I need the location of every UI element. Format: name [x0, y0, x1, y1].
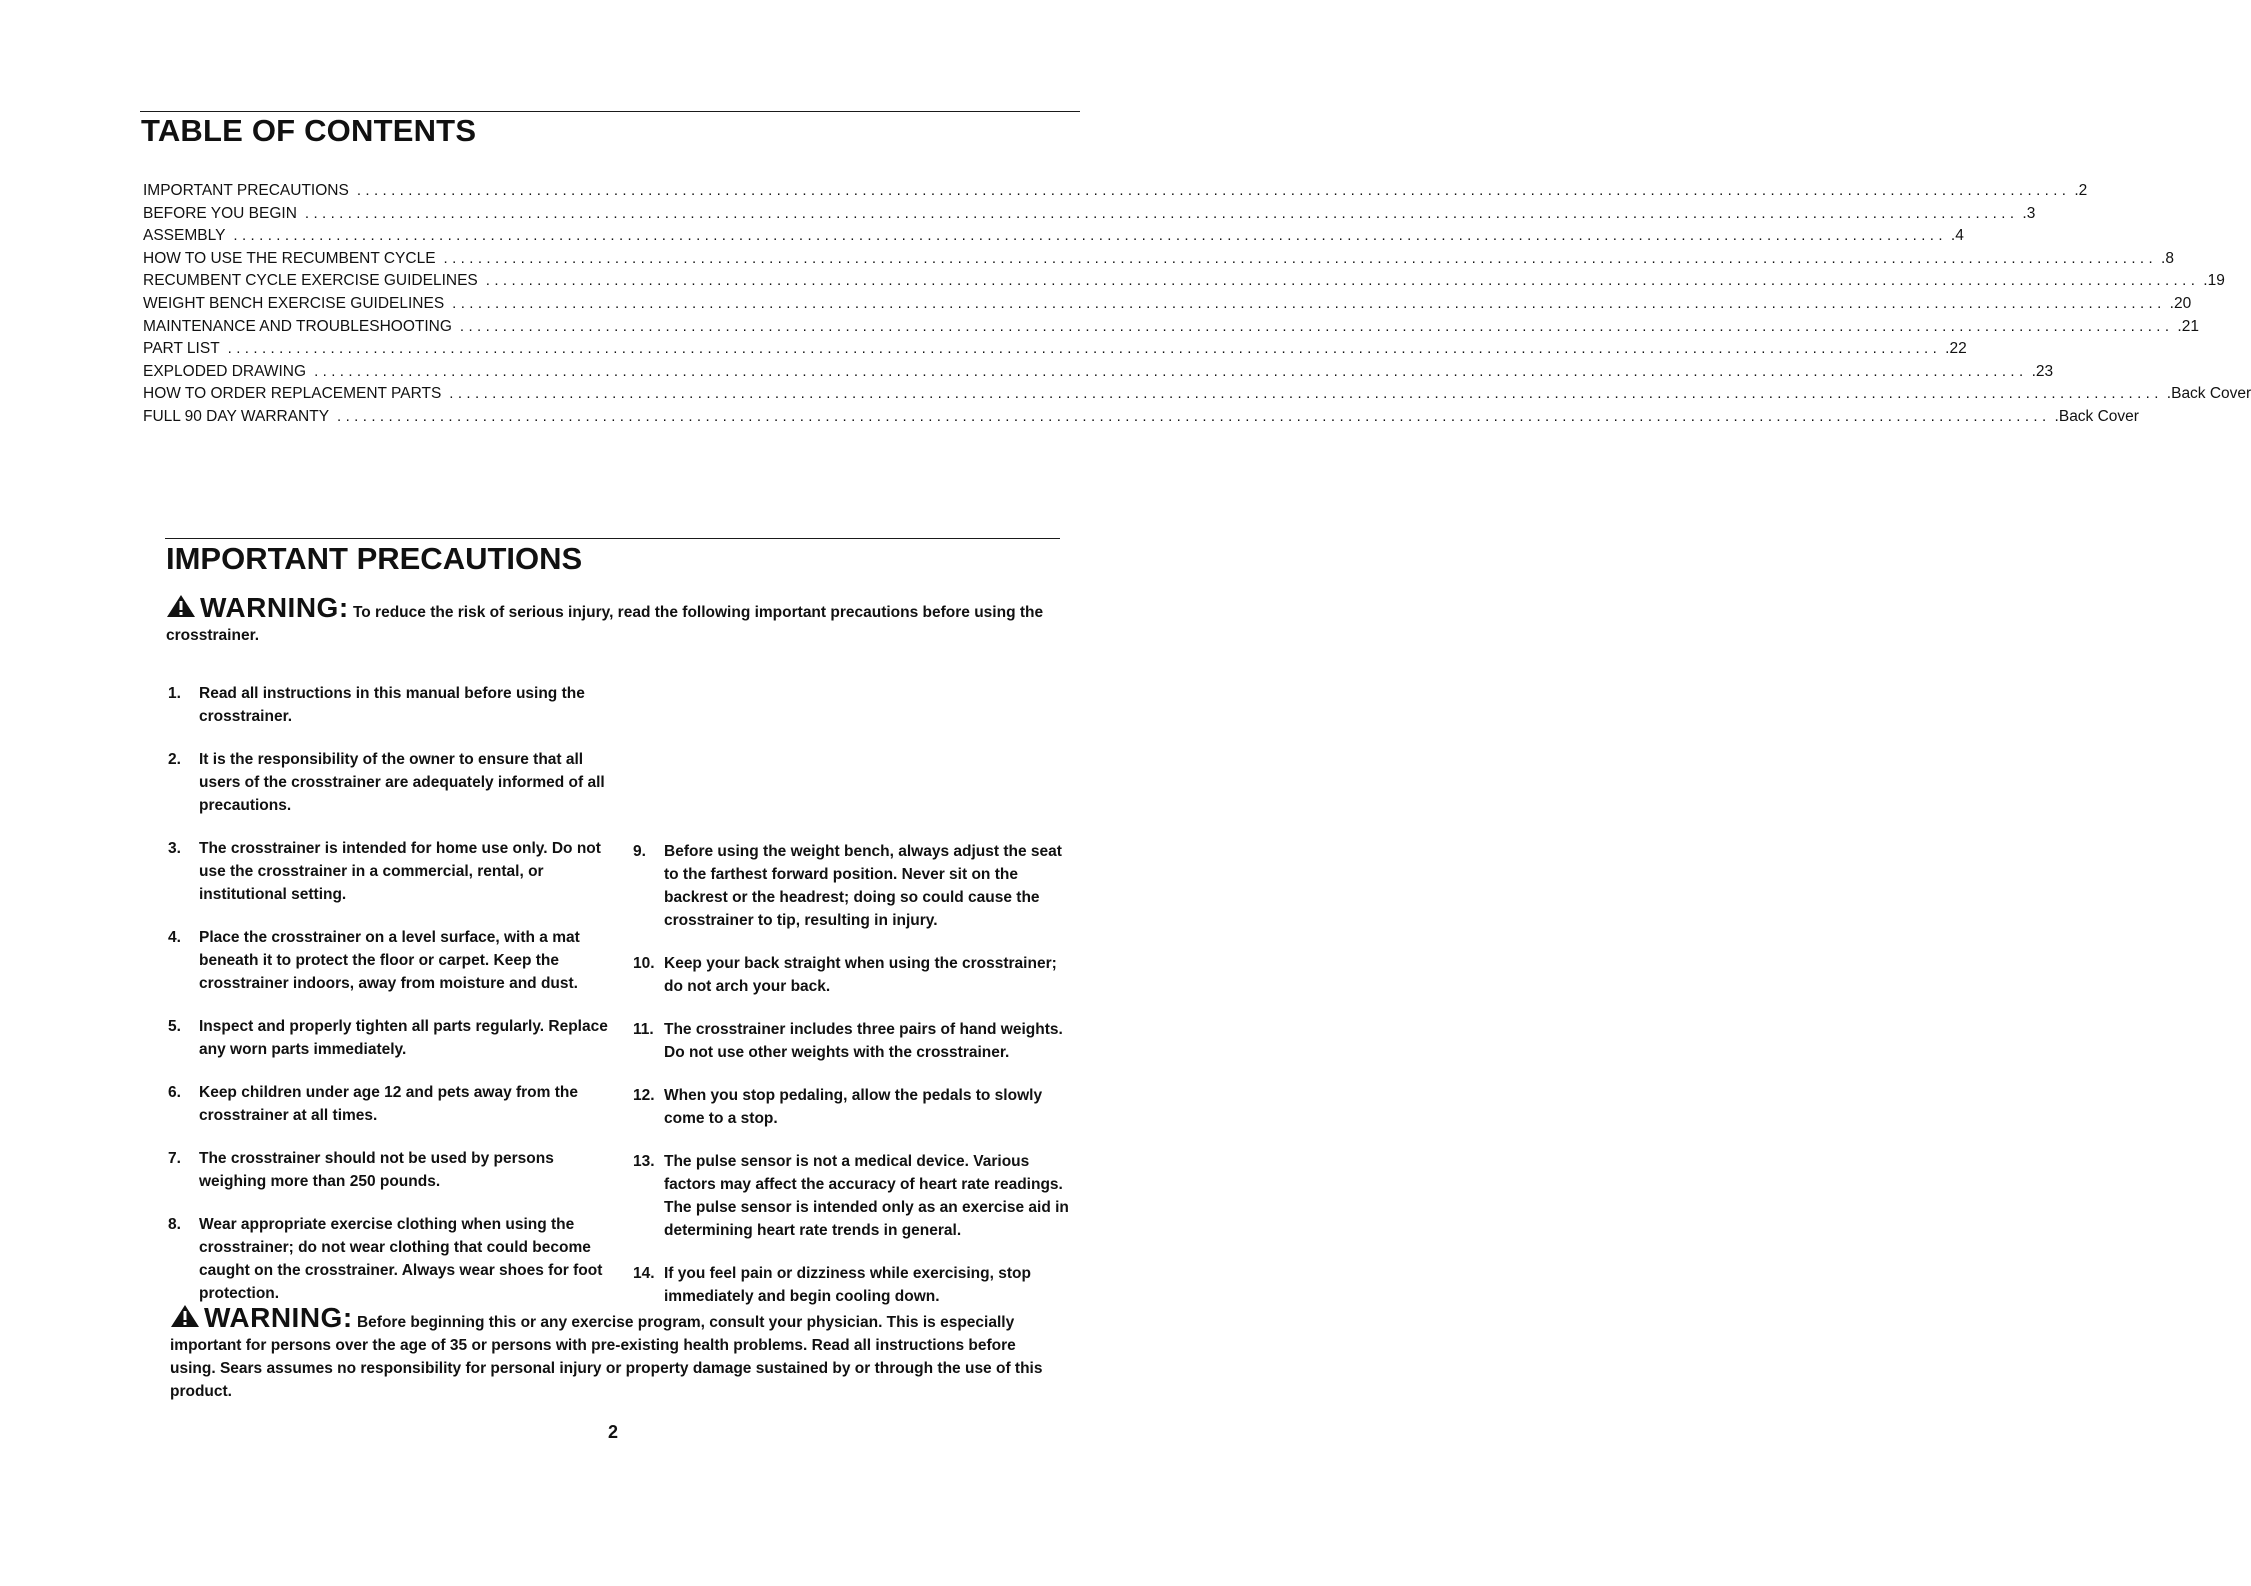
precaution-item	[633, 1018, 1073, 1064]
toc-entry-label: PART LIST	[143, 340, 220, 358]
precaution-item	[168, 1213, 608, 1305]
precautions-top-rule	[165, 538, 1060, 539]
item-number: 6.	[168, 1084, 181, 1101]
item-text: Inspect and properly tighten all parts regularly. Replace any worn parts immediately.	[199, 1018, 608, 1058]
precaution-item	[168, 682, 608, 728]
toc-entry-page: .22	[1945, 340, 1967, 358]
spacer	[168, 906, 608, 926]
toc-entry-label: EXPLODED DRAWING	[143, 362, 307, 380]
dot-leader: ........................................................................................................................................................................................................	[485, 272, 2200, 290]
item-number: 12.	[633, 1087, 655, 1104]
item-number: 10.	[633, 955, 655, 972]
dot-leader: ........................................................................................................................................................................................................	[337, 407, 2051, 425]
spacer	[168, 817, 608, 837]
spacer	[168, 1061, 608, 1081]
item-text: The crosstrainer includes three pairs of hand weights. Do not use other weights with the crosstrainer.	[664, 1021, 1063, 1061]
toc-entry-page: .Back Cover	[2166, 385, 2251, 403]
item-number: 7.	[168, 1150, 181, 1167]
toc-entry-label: BEFORE YOU BEGIN	[143, 204, 297, 222]
warning-block	[170, 1304, 1060, 1403]
toc-entry-page: .23	[2031, 362, 2054, 380]
item-number: 1.	[168, 685, 181, 702]
toc-entry-page: .8	[2161, 249, 2174, 267]
item-number: 9.	[633, 843, 646, 860]
toc-entry-label: RECUMBENT CYCLE EXERCISE GUIDELINES	[143, 272, 478, 290]
item-number: 4.	[168, 929, 181, 946]
spacer	[168, 995, 608, 1015]
toc-entry-page: .2	[2074, 182, 2088, 199]
toc-entry-label: HOW TO USE THE RECUMBENT CYCLE	[143, 249, 436, 267]
toc-entry-label: HOW TO ORDER REPLACEMENT PARTS	[143, 385, 442, 403]
item-number: 3.	[168, 840, 181, 857]
precautions-list-left	[168, 682, 608, 1305]
precaution-item	[633, 1150, 1073, 1242]
toc-entry-maintenance[interactable]	[143, 316, 2199, 339]
toc-entry-replacement-parts[interactable]	[143, 383, 2251, 406]
item-number: 5.	[168, 1018, 181, 1035]
precaution-item	[633, 1262, 1073, 1308]
warning-text: Before beginning this or any exercise program, consult your physician. This is especially important for persons over the age of 35 or persons with pre-existing health problems. Read all instructions before using. Sears assumes no responsibility for personal injury or property damage sustained by or through the use of this product.	[170, 1314, 1043, 1400]
item-text: Place the crosstrainer on a level surface, with a mat beneath it to protect the floor or carpet. Keep the crosstrainer indoors, away from moisture and dust.	[199, 929, 580, 992]
item-text: Keep children under age 12 and pets away from the crosstrainer at all times.	[199, 1084, 578, 1124]
item-text: Read all instructions in this manual before using the crosstrainer.	[199, 685, 585, 725]
precaution-item	[633, 840, 1073, 932]
toc-entry-assembly[interactable]	[143, 225, 1964, 248]
dot-leader: ........................................................................................................................................................................................................	[304, 204, 2019, 222]
item-text: It is the responsibility of the owner to ensure that all users of the crosstrainer are adequately informed of all precautions.	[199, 751, 605, 814]
toc-entry-page: .4	[1950, 227, 1964, 245]
toc-top-rule	[140, 111, 1080, 112]
item-number: 13.	[633, 1153, 655, 1170]
dot-leader: ........................................................................................................................................................................................................	[452, 294, 2166, 312]
precaution-item	[168, 1015, 608, 1061]
item-number: 2.	[168, 751, 181, 768]
toc-title: TABLE OF CONTENTS	[141, 113, 477, 148]
item-text: If you feel pain or dizziness while exercising, stop immediately and begin cooling down.	[664, 1265, 1031, 1305]
item-text: Wear appropriate exercise clothing when using the crosstrainer; do not wear clothing that could become caught on the crosstrainer. Always wear shoes for foot protection.	[199, 1216, 603, 1302]
toc-entry-page: .Back Cover	[2054, 407, 2139, 425]
toc-entry-label: WEIGHT BENCH EXERCISE GUIDELINES	[143, 294, 445, 312]
warning-triangle-icon	[166, 594, 196, 618]
toc-entry-exploded-drawing[interactable]	[143, 361, 2054, 384]
toc-entry-how-to-use[interactable]	[143, 248, 2174, 271]
spacer	[633, 1242, 1073, 1262]
item-text: The crosstrainer is intended for home use only. Do not use the crosstrainer in a commercial, rental, or institutional setting.	[199, 840, 601, 903]
warning-block	[166, 594, 1046, 647]
toc-entry-cycle-guidelines[interactable]	[143, 270, 2225, 293]
toc-entry-page: .20	[2169, 294, 2192, 312]
warning-text: To reduce the risk of serious injury, read the following important precautions before using the crosstrainer.	[166, 604, 1044, 644]
precaution-item	[168, 748, 608, 817]
precautions-title: IMPORTANT PRECAUTIONS	[166, 541, 583, 576]
item-text: Before using the weight bench, always adjust the seat to the farthest forward position. Never sit on the backrest or the headrest; doing so could cause the crosstrainer to tip, resulting in injury.	[664, 843, 1062, 929]
dot-leader: ........................................................................................................................................................................................................	[459, 317, 2174, 335]
spacer	[168, 1193, 608, 1213]
dot-leader: ........................................................................................................................................................................................................	[443, 249, 2158, 267]
warning-label: WARNING:	[200, 592, 349, 623]
spacer	[633, 998, 1073, 1018]
precaution-item	[633, 1084, 1073, 1130]
toc-entry-label: FULL 90 DAY WARRANTY	[143, 407, 330, 425]
toc-list	[143, 180, 2251, 429]
toc-entry-label: MAINTENANCE AND TROUBLESHOOTING	[143, 317, 452, 335]
dot-leader: ........................................................................................................................................................................................................	[356, 182, 2071, 199]
toc-entry-part-list[interactable]	[143, 338, 1967, 361]
toc-entry-label: IMPORTANT PRECAUTIONS	[143, 182, 349, 199]
precaution-item	[168, 926, 608, 995]
item-text: When you stop pedaling, allow the pedals to slowly come to a stop.	[664, 1087, 1043, 1127]
dot-leader: ........................................................................................................................................................................................................	[227, 340, 1942, 358]
toc-entry-page: .21	[2177, 317, 2199, 335]
dot-leader: ........................................................................................................................................................................................................	[233, 227, 1947, 245]
item-text: The pulse sensor is not a medical device. Various factors may affect the accuracy of heart rate readings. The pulse sensor is intended only as an exercise aid in determining heart rate trends in general.	[664, 1153, 1069, 1239]
spacer	[168, 728, 608, 748]
warning-label: WARNING:	[204, 1302, 353, 1333]
toc-entry-warranty[interactable]	[143, 406, 2139, 429]
toc-entry-bench-guidelines[interactable]	[143, 293, 2192, 316]
precaution-item	[633, 952, 1073, 998]
spacer	[168, 1127, 608, 1147]
spacer	[633, 932, 1073, 952]
item-number: 14.	[633, 1265, 655, 1282]
item-text: The crosstrainer should not be used by persons weighing more than 250 pounds.	[199, 1150, 554, 1190]
toc-entry-important-precautions[interactable]	[143, 180, 2088, 203]
precautions-list-right	[633, 682, 1073, 1308]
item-number: 11.	[633, 1021, 654, 1038]
precaution-item	[168, 1081, 608, 1127]
toc-entry-page: .19	[2203, 272, 2225, 290]
warning-triangle-icon	[170, 1304, 200, 1328]
precaution-item	[168, 1147, 608, 1193]
precaution-item	[168, 837, 608, 906]
toc-entry-before-you-begin[interactable]	[143, 203, 2036, 226]
dot-leader: ........................................................................................................................................................................................................	[449, 385, 2163, 403]
item-number: 8.	[168, 1216, 181, 1233]
toc-entry-label: ASSEMBLY	[143, 227, 226, 245]
spacer	[633, 1064, 1073, 1084]
dot-leader: ........................................................................................................................................................................................................	[314, 362, 2028, 380]
spacer	[633, 1130, 1073, 1150]
toc-entry-page: .3	[2022, 204, 2036, 222]
item-text: Keep your back straight when using the crosstrainer; do not arch your back.	[664, 955, 1057, 995]
page-number: 2	[607, 1422, 618, 1442]
